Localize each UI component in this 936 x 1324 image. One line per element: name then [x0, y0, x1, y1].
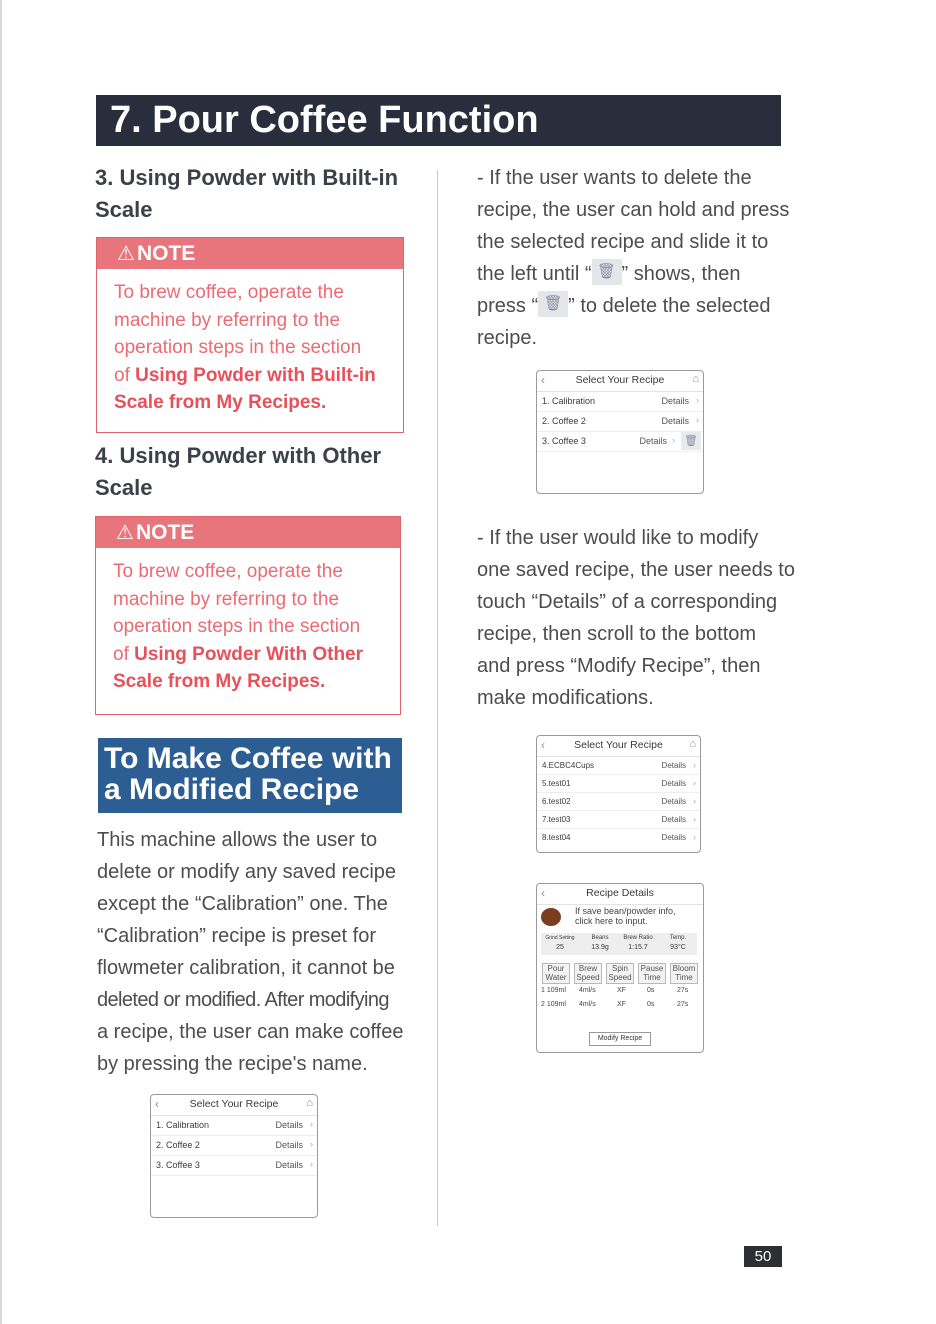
- recipe-row[interactable]: 1. Calibration Details ›: [151, 1116, 317, 1136]
- coffee-bean-icon: [541, 908, 561, 926]
- screen-title-bar: ‹ Recipe Details: [537, 884, 703, 905]
- recipe-row[interactable]: 6.test02 Details ›: [537, 793, 700, 811]
- recipe-row[interactable]: 1. Calibration Details ›: [537, 392, 703, 412]
- recipe-row[interactable]: 7.test03 Details ›: [537, 811, 700, 829]
- spin-speed-header: Spin Speed: [606, 963, 634, 984]
- page-number: 50: [744, 1246, 782, 1267]
- recipe-row[interactable]: 5.test01 Details ›: [537, 775, 700, 793]
- delete-trash-icon[interactable]: 🗑: [681, 432, 701, 450]
- recipe-list-screen-delete: [536, 370, 704, 494]
- home-icon[interactable]: ⌂: [306, 1097, 313, 1109]
- back-icon[interactable]: ‹: [541, 738, 545, 752]
- recipe-row-swiped[interactable]: 3. Coffee 3 Details › 🗑: [537, 432, 703, 452]
- note-box-1: [96, 237, 404, 433]
- warning-icon: ⚠: [117, 243, 135, 265]
- chapter-header: [96, 95, 781, 146]
- back-icon[interactable]: ‹: [541, 373, 545, 387]
- note-header: ⚠NOTE: [96, 517, 400, 548]
- warning-icon: ⚠: [116, 522, 134, 544]
- chevron-right-icon: ›: [310, 1159, 313, 1169]
- note-box-2: [95, 516, 401, 715]
- chevron-right-icon: ›: [310, 1139, 313, 1149]
- chevron-right-icon: ›: [696, 415, 699, 425]
- delete-paragraph: - If the user wants to delete the recipe, the user can hold and press the selected recipe and slide it to the left until “ 🗑 ” shows, then press “ 🗑 ” to delete the selected recipe.: [477, 167, 790, 349]
- bean-info-prompt[interactable]: If save bean/powder info, click here to input.: [575, 906, 676, 926]
- chapter-title: 7. Pour Coffee Function: [110, 99, 539, 141]
- modify-intro-paragraph: This machine allows the user to delete or modify any saved recipe except the “Calibration” one. The “Calibration” recipe is preset for flowmeter calibration, it cannot be deleted or modified. After modifying a recipe, the user can make coffee by pressing the recipe's name.: [97, 829, 404, 1075]
- recipe-row[interactable]: 3. Coffee 3 Details ›: [151, 1156, 317, 1176]
- section-4-heading: 4. Using Powder with Other Scale: [95, 443, 382, 500]
- modified-recipe-heading: To Make Coffee with a Modified Recipe: [98, 738, 402, 813]
- pause-time-header: Pause Time: [638, 963, 666, 984]
- chevron-right-icon: ›: [693, 832, 696, 842]
- home-icon[interactable]: ⌂: [689, 738, 696, 750]
- recipe-details-screen: [536, 883, 704, 1053]
- back-icon[interactable]: ‹: [155, 1097, 159, 1111]
- chevron-right-icon: ›: [693, 760, 696, 770]
- column-divider: [437, 170, 438, 1226]
- brew-params-bar[interactable]: Grind Setting Beans Brew Ratio Temp. 25 13.9g 1:15.7 93°C: [541, 933, 697, 955]
- bloom-time-header: Bloom Time: [670, 963, 698, 984]
- chevron-right-icon: ›: [693, 796, 696, 806]
- brew-speed-header: Brew Speed: [574, 963, 602, 984]
- trash-icon: 🗑: [592, 259, 622, 285]
- pour-water-header: Pour Water: [542, 963, 570, 984]
- chevron-right-icon: ›: [696, 395, 699, 405]
- recipe-row[interactable]: 4.ECBC4Cups Details ›: [537, 757, 700, 775]
- recipe-row[interactable]: 2. Coffee 2 Details ›: [151, 1136, 317, 1156]
- screen-title-bar: ‹ Select Your Recipe ⌂: [537, 371, 703, 392]
- note-header: ⚠NOTE: [97, 238, 403, 269]
- trash-icon: 🗑: [538, 291, 568, 317]
- section-3-heading: 3. Using Powder with Built-in Scale: [95, 165, 399, 222]
- recipe-row[interactable]: 2. Coffee 2 Details ›: [537, 412, 703, 432]
- back-icon[interactable]: ‹: [541, 886, 545, 900]
- screen-title-bar: ‹ Select Your Recipe ⌂: [537, 736, 700, 757]
- chevron-right-icon: ›: [693, 814, 696, 824]
- modify-paragraph: - If the user would like to modify one saved recipe, the user needs to touch “Details” of a corresponding recipe, then scroll to the bottom and press “Modify Recipe”, then make modifications.: [477, 527, 795, 709]
- pour-row-2[interactable]: 2 109ml 4ml/s XF 0s 27s: [541, 1001, 689, 1008]
- screen-title-bar: ‹ Select Your Recipe ⌂: [151, 1095, 317, 1116]
- page-edge: [0, 0, 2, 1324]
- recipe-row[interactable]: 8.test04 Details ›: [542, 832, 696, 842]
- recipe-list-screen: [150, 1094, 318, 1218]
- modify-recipe-button[interactable]: Modify Recipe: [589, 1032, 651, 1046]
- chevron-right-icon: ›: [310, 1119, 313, 1129]
- pour-row-1[interactable]: 1 109ml 4ml/s XF 0s 27s: [541, 987, 689, 994]
- note-body: To brew coffee, operate the machine by referring to the operation steps in the section of Using Powder with Built-in Scale from My Recipes.: [114, 282, 376, 414]
- recipe-list-screen-2: [536, 735, 701, 853]
- chevron-right-icon: ›: [672, 435, 675, 445]
- note-body: To brew coffee, operate the machine by referring to the operation steps in the section of Using Powder With Other Scale from My Recipes.: [113, 561, 364, 693]
- home-icon[interactable]: ⌂: [692, 373, 699, 385]
- chevron-right-icon: ›: [693, 778, 696, 788]
